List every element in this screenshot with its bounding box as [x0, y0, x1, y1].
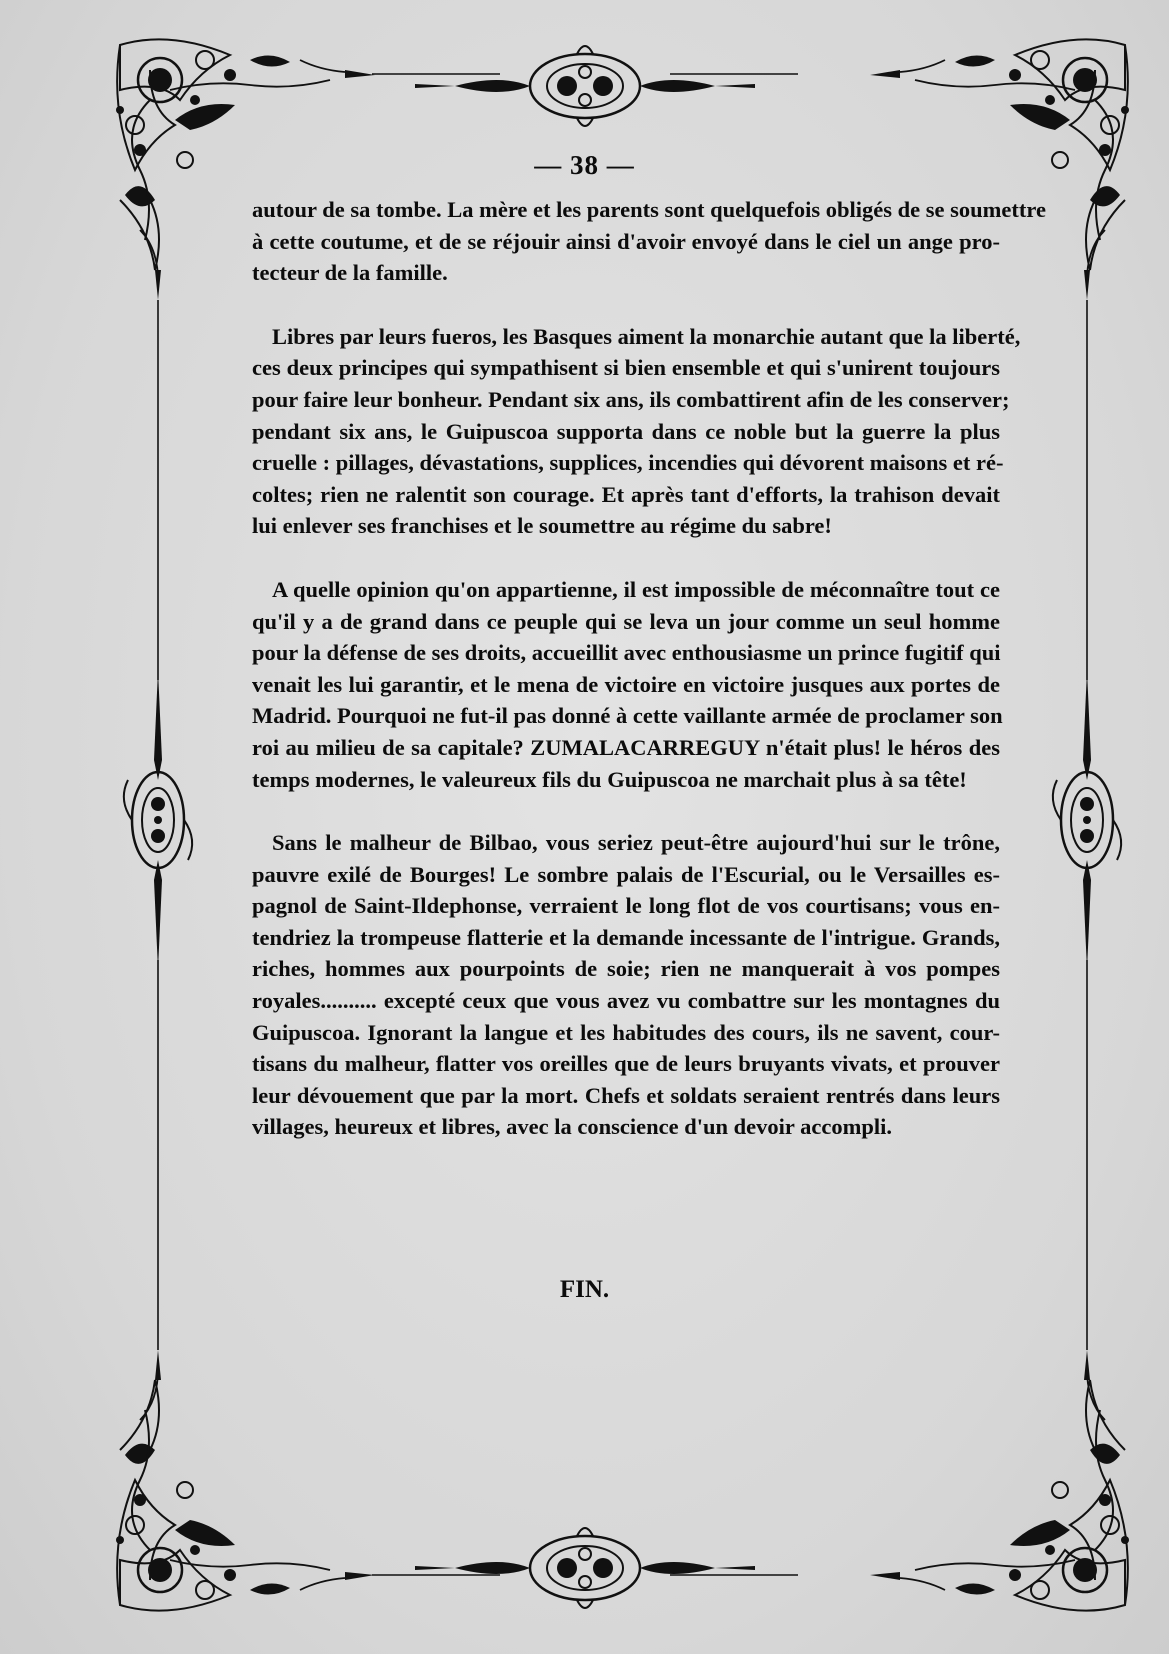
- corner-ornament-bottom-right: [870, 1350, 1129, 1611]
- page-number: — 38 —: [534, 150, 635, 180]
- text-line: pagnol de Saint-Ildephonse, verraient le long flot de vos courtisans; vous en-: [252, 893, 1000, 919]
- text-line: villages, heureux et libres, avec la conscience d'un devoir accompli.: [252, 1114, 892, 1140]
- paragraph-4: [252, 827, 1000, 1143]
- text-line: à cette coutume, et de se réjouir ainsi d'avoir envoyé dans le ciel un ange pro-: [252, 228, 1000, 254]
- paragraph-3: [252, 574, 1003, 795]
- text-line: qu'il y a de grand dans ce peuple qui se leva un jour comme un seul homme: [252, 608, 1000, 634]
- rosette-ornament-top: [415, 46, 755, 126]
- text-line: pauvre exilé de Bourges! Le sombre palais de l'Escurial, ou le Versailles es-: [252, 861, 1000, 887]
- text-line: pendant six ans, le Guipuscoa supporta dans ce noble but la guerre la plus: [252, 418, 1000, 444]
- pendant-ornament-left: [124, 670, 192, 970]
- rosette-ornament-bottom: [415, 1528, 755, 1608]
- text-line: riches, hommes aux pourpoints de soie; rien ne manquerait à vos pompes: [252, 956, 1000, 982]
- text-line: tisans du malheur, flatter vos oreilles que de leurs bruyants vivats, et prouver: [252, 1051, 1000, 1077]
- paragraph-1: [252, 194, 1046, 289]
- text-line: A quelle opinion qu'on appartienne, il est impossible de méconnaître tout ce: [272, 576, 1000, 602]
- text-line: autour de sa tombe. La mère et les parents sont quelquefois obligés de se soumettre: [252, 197, 1046, 222]
- text-line: pour la défense de ses droits, accueillit avec enthousiasme un prince fugitif qui: [252, 640, 1001, 666]
- text-line: cruelle : pillages, dévastations, supplices, incendies qui dévorent maisons et ré-: [252, 450, 1004, 476]
- text-line: temps modernes, le valeureux fils du Guipuscoa ne marchait plus à sa tête!: [252, 766, 967, 792]
- text-line: Guipuscoa. Ignorant la langue et les habitudes des cours, ils ne savent, cour-: [252, 1019, 1000, 1045]
- text-line: roi au milieu de sa capitale? ZUMALACARREGUY n'était plus! le héros des: [252, 734, 1000, 760]
- text-line: royales.......... excepté ceux que vous avez vu combattre sur les montagnes du: [252, 988, 1000, 1014]
- body-text: [252, 194, 1046, 1175]
- text-line: lui enlever ses franchises et le soumettre au régime du sabre!: [252, 513, 832, 539]
- text-line: Sans le malheur de Bilbao, vous seriez peut-être aujourd'hui sur le trône,: [272, 830, 1000, 856]
- text-line: Libres par leurs fueros, les Basques aiment la monarchie autant que la liberté,: [272, 323, 1021, 349]
- text-line: venait les lui garantir, et le mena de victoire en victoire jusques aux portes de: [252, 671, 1000, 697]
- pendant-ornament-right: [1053, 670, 1121, 970]
- text-line: coltes; rien ne ralentit son courage. Et après tant d'efforts, la trahison devait: [252, 481, 1000, 507]
- text-line: tecteur de la famille.: [252, 260, 448, 286]
- paragraph-2: [252, 321, 1021, 542]
- closing-text: FIN.: [559, 1276, 610, 1303]
- text-line: tendriez la trompeuse flatterie et la demande incessante de l'intrigue. Grands,: [252, 924, 1000, 950]
- text-line: Madrid. Pourquoi ne fut-il pas donné à cette vaillante armée de proclamer son: [252, 703, 1003, 729]
- corner-ornament-bottom-left: [116, 1350, 375, 1611]
- text-line: ces deux principes qui sympathisent si bien ensemble et qui s'unirent toujours: [252, 355, 1000, 381]
- text-line: leur dévouement que par la mort. Chefs et soldats seraient rentrés dans leurs: [252, 1082, 1000, 1108]
- text-line: pour faire leur bonheur. Pendant six ans, ils combattirent afin de les conserver;: [252, 386, 1010, 412]
